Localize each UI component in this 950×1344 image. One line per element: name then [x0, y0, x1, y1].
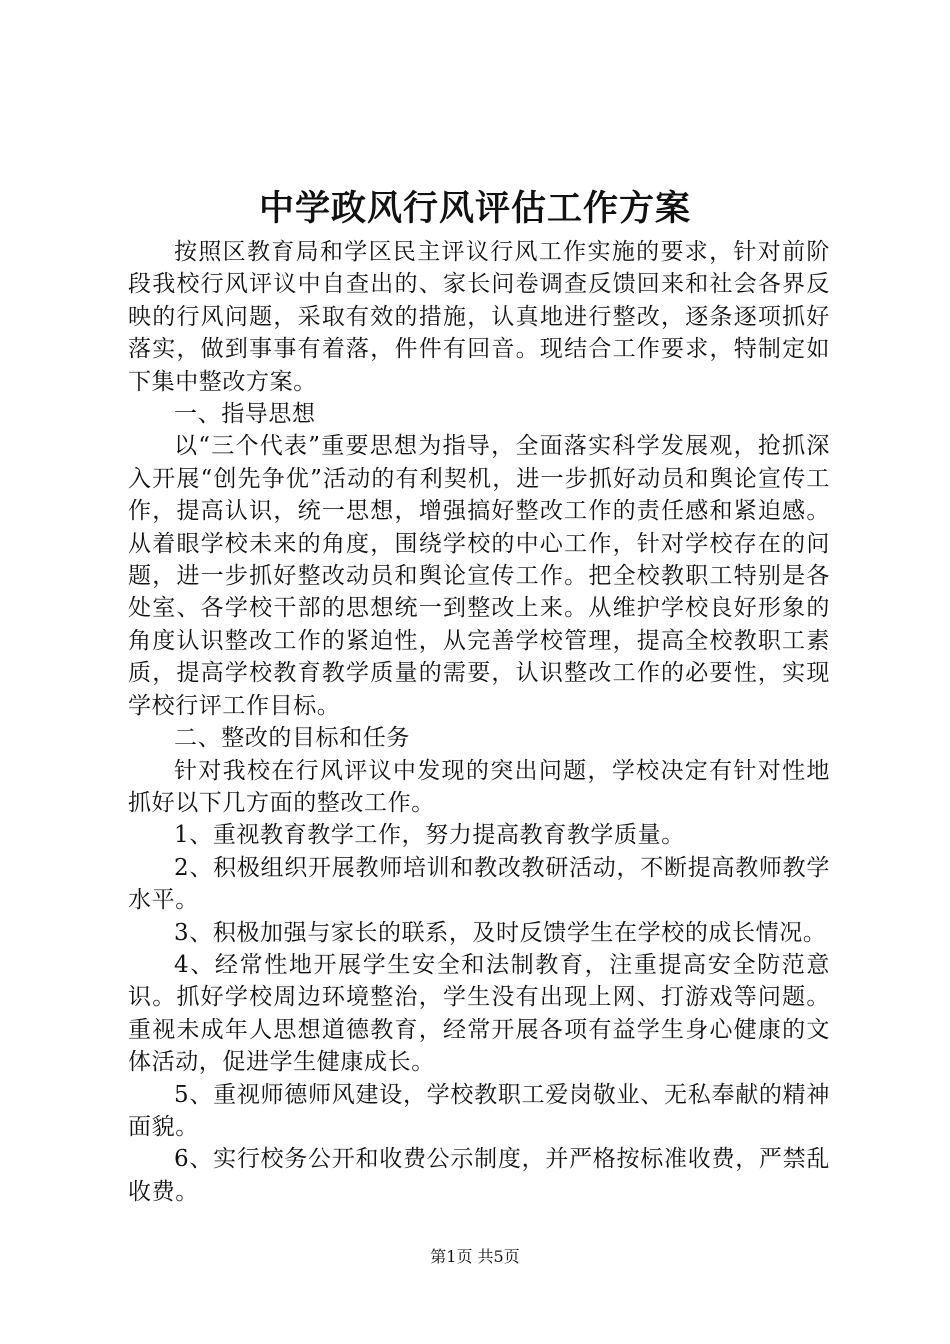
- list-item-6: 6、实行校务公开和收费公示制度，并严格按标准收费，严禁乱收费。: [128, 1146, 830, 1205]
- list-item-4: 4、经常性地开展学生安全和法制教育，注重提高安全防范意识。抓好学校周边环境整治，学生没有出现上网、打游戏等问题。重视未成年人思想道德教育，经常开展各项有益学生身心健康的文体活动，促进学生健康成长。: [128, 951, 830, 1076]
- section-heading-guiding-thought: 一、指导思想: [174, 401, 316, 428]
- intro-paragraph: 按照区教育局和学区民主评议行风工作实施的要求，针对前阶段我校行风评议中自查出的、家长问卷调查反馈回来和社会各界反映的行风问题，采取有效的措施，认真地进行整改，逐条逐项抓好落实，做到事事有着落，件件有回音。现结合工作要求，特制定如下集中整改方案。: [128, 239, 830, 395]
- section-heading-goals-tasks: 二、整改的目标和任务: [174, 725, 410, 752]
- list-item-3: 3、积极加强与家长的联系，及时反馈学生在学校的成长情况。: [174, 919, 827, 946]
- goals-intro-paragraph: 针对我校在行风评议中发现的突出问题，学校决定有针对性地抓好以下几方面的整改工作。: [128, 757, 830, 816]
- document-body: [128, 236, 830, 1208]
- list-item-2: 2、积极组织开展教师培训和教改教研活动，不断提高教师教学水平。: [128, 854, 830, 914]
- document-title: 中学政风行风评估工作方案: [258, 188, 691, 229]
- guiding-thought-paragraph: 以“三个代表”重要思想为指导，全面落实科学发展观，抢抓深入开展“创先争优”活动的有利契机，进一步抓好动员和舆论宣传工作，提高认识，统一思想，增强搞好整改工作的责任感和紧迫感。从着眼学校未来的角度，围绕学校的中心工作，针对学校存在的问题，进一步抓好整改动员和舆论宣传工作。把全校教职工特别是各处室、各学校干部的思想统一到整改上来。从维护学校良好形象的角度认识整改工作的紧迫性，从完善学校管理，提高全校教职工素质，提高学校教育教学质量的需要，认识整改工作的必要性，实现学校行评工作目标。: [128, 433, 830, 719]
- page-footer: 第1页 共5页: [430, 1247, 520, 1266]
- list-item-5: 5、重视师德师风建设，学校教职工爱岗敬业、无私奉献的精神面貌。: [128, 1081, 830, 1140]
- list-item-1: 1、重视教育教学工作，努力提高教育教学质量。: [174, 822, 685, 849]
